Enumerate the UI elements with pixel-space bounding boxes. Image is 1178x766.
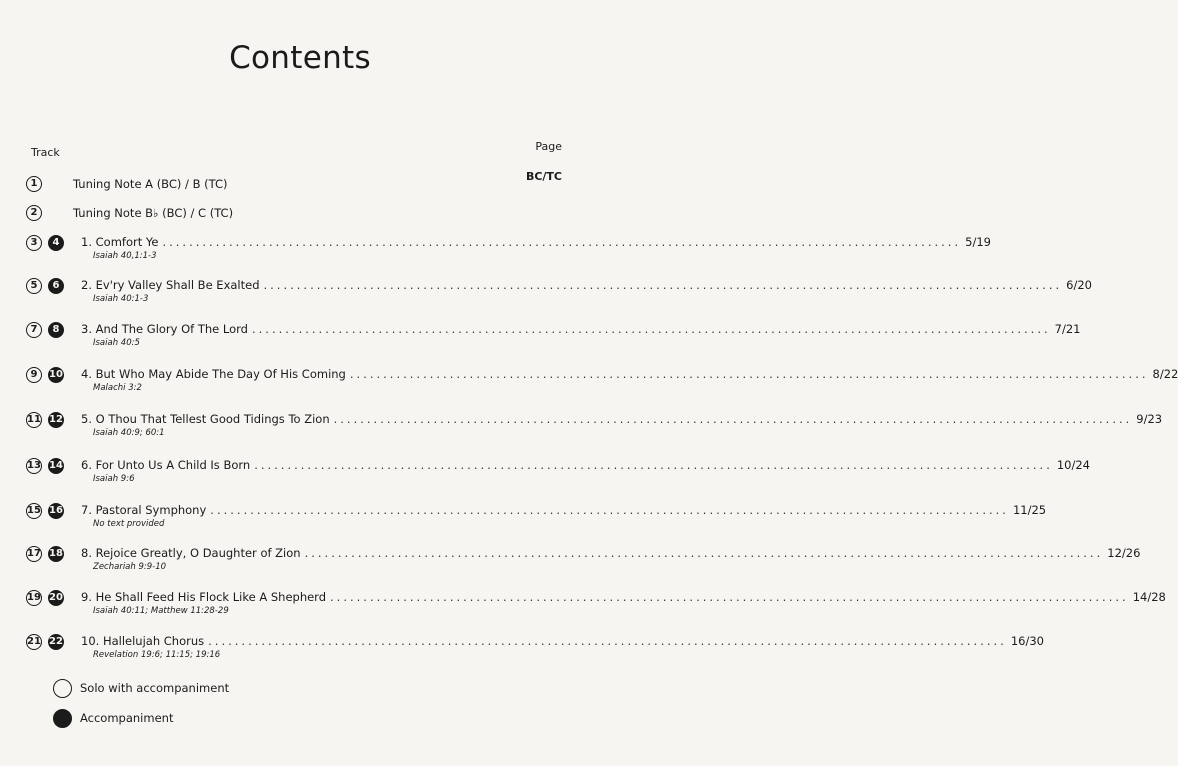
scripture-reference: Isaiah 40:5 (93, 338, 140, 348)
track-column-header: Track (31, 146, 60, 159)
format-label: BC/TC (525, 170, 562, 183)
entry-line (81, 412, 1163, 426)
entry-page-number: 5/19 (965, 235, 991, 249)
accompaniment-track-icon: 20 (48, 590, 64, 606)
entry-line (81, 278, 1092, 292)
scripture-reference: Malachi 3:2 (93, 383, 142, 393)
entry-page-number: 6/20 (1066, 278, 1092, 292)
page-column-header: Page (535, 140, 562, 153)
dot-leader: ........................................................................................................................ (254, 458, 1053, 472)
solo-track-icon: 7 (26, 322, 42, 338)
entry-title: 9. He Shall Feed His Flock Like A Shepherd (81, 590, 327, 604)
entry-page-number: 12/26 (1107, 546, 1141, 560)
dot-leader: ........................................................................................................................ (304, 546, 1104, 560)
accompaniment-track-icon: 4 (48, 235, 64, 251)
track-number-icon: 1 (26, 176, 42, 192)
page-title: Contents (229, 40, 371, 76)
contents-entry (81, 634, 1044, 660)
solo-track-icon: 11 (26, 412, 42, 428)
entry-title: 3. And The Glory Of The Lord (81, 322, 248, 336)
entry-line (81, 503, 1047, 517)
dot-leader: ........................................................................................................................ (263, 278, 1063, 292)
accompaniment-track-icon: 14 (48, 458, 64, 474)
contents-entry (81, 235, 991, 261)
solo-legend-label: Solo with accompaniment (80, 681, 230, 695)
scripture-reference: No text provided (93, 519, 165, 529)
scripture-reference: Isaiah 40:1-3 (93, 294, 149, 304)
solo-track-icon: 5 (26, 278, 42, 294)
entry-title: 8. Rejoice Greatly, O Daughter of Zion (81, 546, 301, 560)
contents-entry (81, 590, 1166, 616)
scripture-reference: Isaiah 9:6 (93, 474, 135, 484)
entry-line (81, 634, 1044, 648)
entry-line (81, 590, 1166, 604)
entry-page-number: 8/22 (1152, 367, 1178, 381)
dot-leader: ........................................................................................................................ (333, 412, 1133, 426)
scripture-reference: Isaiah 40:9; 60:1 (93, 428, 165, 438)
contents-entry (81, 322, 1081, 348)
contents-entry (81, 278, 1092, 304)
entry-title: 4. But Who May Abide The Day Of His Coming (81, 367, 346, 381)
dot-leader: ........................................................................................................................ (251, 322, 1051, 336)
contents-entry (81, 546, 1141, 572)
solo-track-icon: 15 (26, 503, 42, 519)
entry-page-number: 10/24 (1056, 458, 1091, 472)
entry-title: 10. Hallelujah Chorus (81, 634, 205, 648)
solo-track-icon: 3 (26, 235, 42, 251)
entry-line (81, 458, 1091, 472)
track-number-icon: 2 (26, 205, 42, 221)
entry-title: 5. O Thou That Tellest Good Tidings To Zion (81, 412, 330, 426)
solo-legend-icon (53, 679, 72, 698)
accompaniment-track-icon: 10 (48, 367, 64, 383)
dot-leader: ........................................................................................................................ (330, 590, 1129, 604)
contents-entry (81, 412, 1163, 438)
scripture-reference: Isaiah 40,1:1-3 (93, 251, 157, 261)
entry-page-number: 9/23 (1136, 412, 1163, 426)
dot-leader: ........................................................................................................................ (208, 634, 1007, 648)
contents-entry (81, 503, 1047, 529)
accompaniment-legend-icon (53, 709, 72, 728)
entry-line (81, 367, 1178, 381)
entry-title: 6. For Unto Us A Child Is Born (81, 458, 251, 472)
scripture-reference: Revelation 19:6; 11:15; 19:16 (93, 650, 221, 660)
accompaniment-track-icon: 6 (48, 278, 64, 294)
tuning-label: Tuning Note A (BC) / B (TC) (73, 177, 228, 191)
accompaniment-track-icon: 8 (48, 322, 64, 338)
solo-track-icon: 21 (26, 634, 42, 650)
entry-line (81, 322, 1081, 336)
entry-title: 2. Ev'ry Valley Shall Be Exalted (81, 278, 260, 292)
scripture-reference: Isaiah 40:11; Matthew 11:28-29 (93, 606, 229, 616)
accompaniment-track-icon: 18 (48, 546, 64, 562)
contents-entry (81, 458, 1091, 484)
scripture-reference: Zechariah 9:9-10 (93, 562, 167, 572)
accompaniment-track-icon: 22 (48, 634, 64, 650)
dot-leader: ........................................................................................................................ (210, 503, 1009, 517)
accompaniment-legend-label: Accompaniment (80, 711, 174, 725)
accompaniment-track-icon: 12 (48, 412, 64, 428)
entry-title: 1. Comfort Ye (81, 235, 159, 249)
entry-page-number: 16/30 (1010, 634, 1044, 648)
solo-track-icon: 19 (26, 590, 42, 606)
solo-track-icon: 17 (26, 546, 42, 562)
entry-line (81, 546, 1141, 560)
entry-page-number: 7/21 (1054, 322, 1081, 336)
contents-entry (81, 367, 1178, 393)
entry-title: 7. Pastoral Symphony (81, 503, 207, 517)
entry-line (81, 235, 991, 249)
entry-page-number: 11/25 (1012, 503, 1047, 517)
solo-track-icon: 13 (26, 458, 42, 474)
tuning-label: Tuning Note B♭ (BC) / C (TC) (73, 206, 234, 220)
accompaniment-track-icon: 16 (48, 503, 64, 519)
entry-page-number: 14/28 (1132, 590, 1166, 604)
solo-track-icon: 9 (26, 367, 42, 383)
dot-leader: ........................................................................................................................ (349, 367, 1149, 381)
dot-leader: ........................................................................................................................ (162, 235, 962, 249)
